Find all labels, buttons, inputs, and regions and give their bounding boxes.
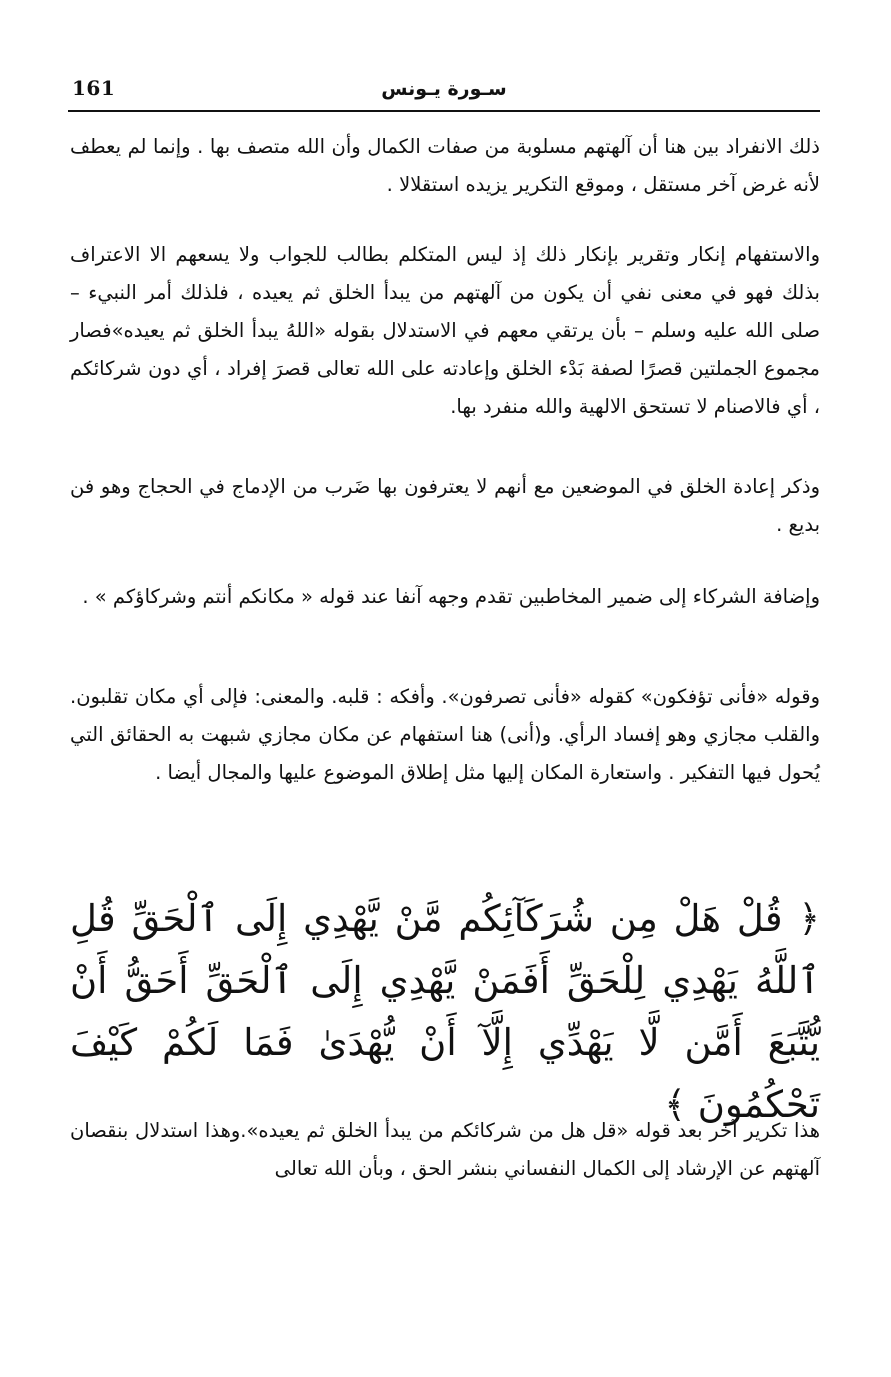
paragraph-5: وقوله «فأنى تؤفكون» كقوله «فأنى تصرفون». وأفكه : قلبه. والمعنى: فإلى أي مكان تقلبون. والقلب مجازي وهو إفساد الرأي. و(أنى) هنا استفهام عن مكان مجازي شبهت به الحقائق التي يُحول فيها التفكير . واستعارة المكان إليها مثل إطلاق الموضوع عليها والمجال أيضا . (70, 685, 820, 784)
page-header (68, 72, 820, 112)
paragraph-4: وإضافة الشركاء إلى ضمير المخاطبين تقدم وجهه آنفا عند قوله « مكانكم أنتم وشركاؤكم » . (82, 585, 820, 608)
header-divider (68, 110, 820, 112)
closing-text (70, 1112, 820, 1188)
paragraph-1: ذلك الانفراد بين هنا أن آلهتهم مسلوبة من صفات الكمال وأن الله متصف بها . وإنما لم يعطف لأنه غرض آخر مستقل ، وموقع التكرير يزيده استقلالا . (70, 135, 820, 196)
quran-verse: ﴿ قُلْ هَلْ مِن شُرَكَآئِكُم مَّنْ يَّهْدِي إِلَى ٱلْحَقِّ قُلِ ٱللَّهُ يَهْدِي لِلْحَقِّ أَفَمَنْ يَّهْدِي إِلَى ٱلْحَقِّ أَحَقُّ أَنْ يُّتَّبَعَ أَمَّن لَّا يَهْدِّي إِلَّآ أَنْ يُّهْدَىٰ فَمَا لَكُمْ كَيْفَ تَحْكُمُونَ ﴾ (70, 897, 820, 1126)
paragraph-6: هذا تكرير آخر بعد قوله «قل هل من شركائكم من يبدأ الخلق ثم يعيده».وهذا استدلال بنقصان آلهتهم عن الإرشاد إلى الكمال النفساني بنشر الحق ، وبأن الله تعالى (70, 1119, 820, 1180)
paragraph-3: وذكر إعادة الخلق في الموضعين مع أنهم لا يعترفون بها ضَرب من الإدماج في الحجاج وهو فن بديع . (70, 475, 820, 536)
running-title: سـورة يـونس (381, 78, 507, 100)
page-number: 161 (72, 76, 116, 100)
paragraph-2: والاستفهام إنكار وتقرير بإنكار ذلك إذ ليس المتكلم بطالب للجواب ولا يسعهم الا الاعتراف بذلك فهو في معنى نفي أن يكون من آلهتهم من يبدأ الخلق ثم يعيده ، فلذلك أمر النبيء – صلى الله عليه وسلم – بأن يرتقي معهم في الاستدلال بقوله «اللهُ يبدأ الخلق ثم يعيده»فصار مجموع الجملتين قصرًا لصفة بَدْء الخلق وإعادته على الله تعالى قصرَ إفراد ، أي دون شركائكم ، أي فالاصنام لا تستحق الالهية والله منفرد بها. (70, 243, 820, 418)
